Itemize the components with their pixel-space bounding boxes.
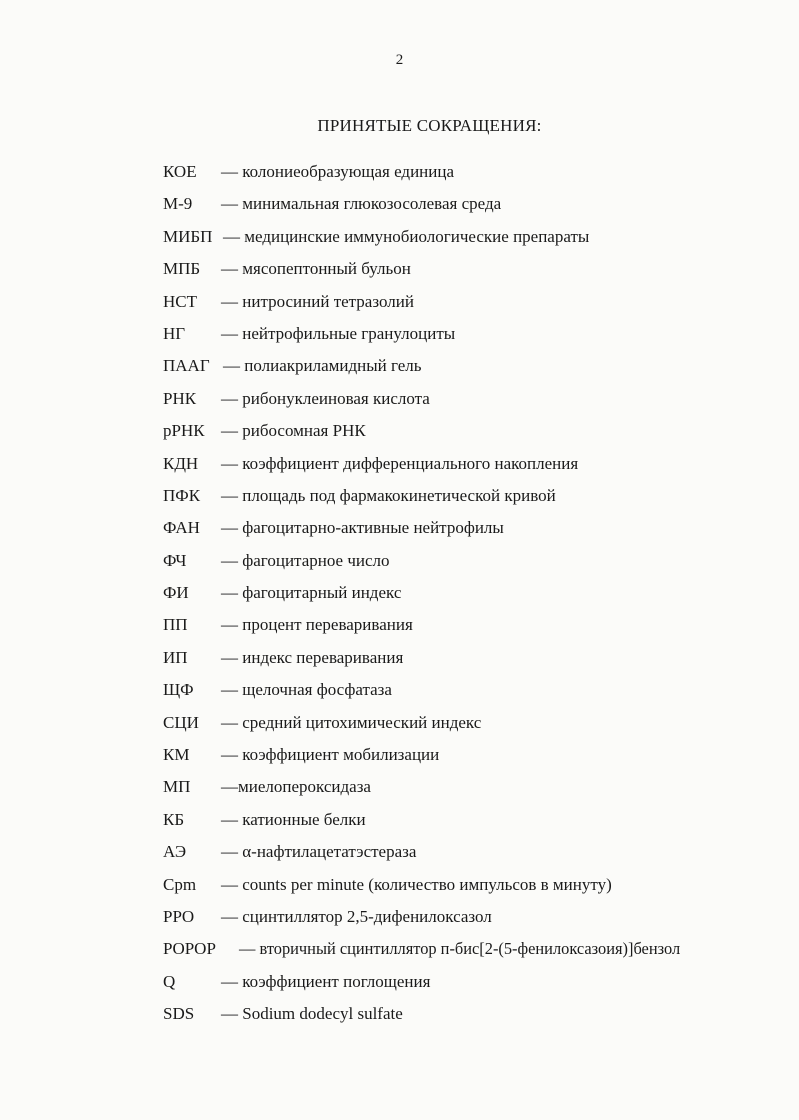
definition: — коэффициент поглощения xyxy=(221,971,431,991)
abbreviation: ФЧ xyxy=(163,550,187,570)
abbreviation: SDS xyxy=(163,1004,195,1024)
abbreviation: МП xyxy=(163,777,191,797)
abbreviation: PPO xyxy=(163,906,195,926)
definition: — фагоцитарный индекс xyxy=(221,583,402,603)
definition: — медицинские иммунобиологические препараты xyxy=(223,226,590,246)
abbreviation: ФИ xyxy=(163,583,189,603)
abbreviation: НГ xyxy=(163,323,186,343)
abbreviation: ФАН xyxy=(163,518,200,538)
definition: — counts per minute (количество импульсов в минуту) xyxy=(221,874,612,894)
abbreviation: СЦИ xyxy=(163,712,199,732)
abbreviation: ЩФ xyxy=(163,680,194,700)
abbreviation: АЭ xyxy=(163,842,187,862)
page-number: 2 xyxy=(395,52,404,68)
abbreviation: Cpm xyxy=(163,874,197,894)
abbreviation: МПБ xyxy=(163,259,201,279)
abbreviation: М-9 xyxy=(163,194,193,214)
definition: — коэффициент дифференциального накопления xyxy=(221,453,579,473)
definition: — коэффициент мобилизации xyxy=(221,745,440,765)
definition: — рибосомная РНК xyxy=(221,421,366,441)
definition: — мясопептонный бульон xyxy=(221,259,411,279)
abbreviation: POPOP xyxy=(163,939,216,959)
definition: — фагоцитарно-активные нейтрофилы xyxy=(221,518,504,538)
abbreviation: ПААГ xyxy=(163,356,210,376)
definition: — щелочная фосфатаза xyxy=(221,680,392,700)
abbreviation: РНК xyxy=(163,388,197,408)
definition: — нитросиний тетразолий xyxy=(221,291,414,311)
definition: — Sodium dodecyl sulfate xyxy=(221,1004,403,1024)
abbreviation: МИБП xyxy=(163,226,213,246)
definition: — индекс переваривания xyxy=(221,647,404,667)
abbreviation: Q xyxy=(163,971,176,991)
definition: — сцинтиллятор 2,5-дифенилоксазол xyxy=(221,906,492,926)
abbreviation: КДН xyxy=(163,453,199,473)
definition: —миелопероксидаза xyxy=(221,777,371,797)
definition: — вторичный сцинтиллятор п-бис[2-(5-фенилоксазоия)]бензол xyxy=(239,939,681,959)
definition: — полиакриламидный гель xyxy=(223,356,422,376)
page-title: ПРИНЯТЫЕ СОКРАЩЕНИЯ: xyxy=(317,116,542,135)
definition: — катионные белки xyxy=(221,809,366,829)
definition: — колониеобразующая единица xyxy=(221,162,455,181)
abbreviation: рРНК xyxy=(163,421,205,441)
abbreviation: ПФК xyxy=(163,485,201,505)
abbreviation: ИП xyxy=(163,647,188,667)
abbreviation: НСТ xyxy=(163,291,197,311)
definition: — процент переваривания xyxy=(221,615,413,635)
abbreviation: КБ xyxy=(163,809,185,829)
definition: — средний цитохимический индекс xyxy=(221,712,482,732)
abbreviation: КМ xyxy=(163,745,190,765)
definition: — фагоцитарное число xyxy=(221,550,390,570)
definition: — α-нафтилацетатэстераза xyxy=(221,842,417,862)
abbreviation: ПП xyxy=(163,615,188,635)
definition: — нейтрофильные гранулоциты xyxy=(221,323,456,343)
definition: — минимальная глюкозосолевая среда xyxy=(221,194,502,214)
abbreviation: КОЕ xyxy=(163,162,197,181)
definition: — площадь под фармакокинетической кривой xyxy=(221,485,556,505)
definition: — рибонуклеиновая кислота xyxy=(221,388,430,408)
